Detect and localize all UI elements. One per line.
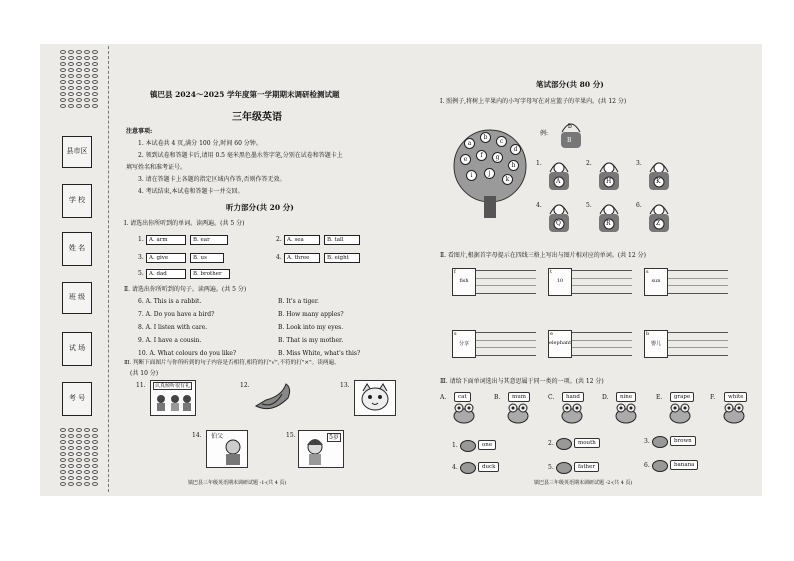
r-q2-title: Ⅱ. 看图片,根据首字母提示在四线三格上写出与图片相对应的单词。(共 12 分): [440, 252, 646, 259]
binding-hole: [92, 104, 98, 108]
pic15-caption: 5岁: [329, 434, 339, 441]
frog-icon: [614, 402, 638, 424]
binding-hole: [68, 80, 74, 84]
tree-apple: a: [464, 138, 475, 149]
exam-room-label: 试 场: [68, 344, 86, 353]
answer-bubble-icon[interactable]: [652, 436, 668, 448]
binding-hole: [68, 452, 74, 456]
q5-option-a[interactable]: A. dad: [146, 269, 186, 279]
binding-hole: [84, 86, 90, 90]
binding-holes-top: [60, 50, 98, 108]
answer-basket[interactable]: [548, 200, 570, 234]
binding-hole: [60, 446, 66, 450]
q3-score: (共 10 分): [130, 370, 159, 377]
pic15-num: 15.: [286, 432, 296, 439]
frog-icon: [668, 402, 692, 424]
q7-b[interactable]: B. How many apples?: [278, 311, 344, 318]
listening-picture-cat: [354, 380, 396, 416]
item-num: 1.: [452, 442, 458, 449]
cut-line: [108, 46, 109, 492]
notice-title: 注意事项:: [126, 128, 153, 135]
item-num: 2.: [548, 440, 554, 447]
frog-word[interactable]: cat: [454, 392, 471, 402]
binding-hole: [68, 86, 74, 90]
q1-option-a[interactable]: A. arm: [146, 235, 186, 245]
class-label: 班 级: [68, 293, 86, 302]
example-label: 例:: [540, 130, 549, 137]
frog-icon: [452, 402, 476, 424]
basket-letter: A: [556, 178, 561, 185]
binding-hole: [68, 104, 74, 108]
binding-hole: [76, 92, 82, 96]
binding-hole: [84, 458, 90, 462]
notice-2: 2. 领到试卷和答题卡后,请用 0.5 毫米黑色墨水签字笔,分别在试卷和答题卡上: [138, 152, 343, 159]
binding-hole: [68, 470, 74, 474]
four-line-grid[interactable]: [476, 270, 536, 294]
binding-hole: [76, 476, 82, 480]
frog-option-letter: A.: [440, 394, 447, 401]
item-num: 3.: [644, 438, 650, 445]
item-num: 5.: [548, 464, 554, 471]
example-upper: B: [567, 137, 572, 144]
right-footer: 镇巴县三年级英语期末调研试题 -2-(共 4 页): [534, 480, 633, 486]
four-line-grid[interactable]: [668, 270, 728, 294]
binding-hole: [60, 80, 66, 84]
binding-hole: [76, 440, 82, 444]
binding-holes-bottom: [60, 428, 98, 486]
q10-a[interactable]: 10. A. What colours do you like?: [138, 350, 237, 357]
binding-hole: [92, 446, 98, 450]
binding-hole: [92, 50, 98, 54]
binding-sidebar: [52, 46, 120, 492]
binding-hole: [76, 446, 82, 450]
frog-option-letter: B.: [494, 394, 501, 401]
binding-hole: [76, 458, 82, 462]
binding-hole: [68, 464, 74, 468]
binding-hole: [76, 452, 82, 456]
q7-a[interactable]: 7. A. Do you have a bird?: [138, 311, 215, 318]
q5-num: 5.: [138, 270, 144, 277]
q1-option-b[interactable]: B. ear: [190, 235, 228, 245]
q2-title: Ⅱ. 请选出你所听到的句子。读两遍。(共 5 分): [124, 286, 247, 293]
tree-apple: d: [510, 144, 521, 155]
binding-hole: [84, 464, 90, 468]
r-q1-title: Ⅰ. 照例子,将树上苹果内的小写字母写在对应篮子的苹果内。(共 12 分): [440, 98, 627, 105]
q5-option-b[interactable]: B. brother: [190, 269, 230, 279]
subject-title: 三年级英语: [232, 112, 282, 123]
pic11-caption: 认真倾听很有礼: [155, 383, 191, 389]
basket-num: 3.: [636, 160, 642, 167]
q4-num: 4.: [276, 254, 282, 261]
category-word: duck: [478, 462, 499, 472]
writing-section-title: 笔试部分(共 80 分): [536, 80, 604, 89]
answer-basket[interactable]: [648, 200, 670, 234]
binding-hole: [60, 464, 66, 468]
binding-hole: [68, 74, 74, 78]
left-footer: 镇巴县三年级英语期末调研试题 -1-(共 4 页): [188, 480, 287, 486]
q3-option-a[interactable]: A. give: [146, 253, 186, 263]
tree-apple: b: [480, 132, 491, 143]
binding-hole: [68, 458, 74, 462]
item-num: 4.: [452, 464, 458, 471]
binding-hole: [68, 50, 74, 54]
q8-a[interactable]: 8. A. I listen with care.: [138, 324, 208, 331]
frog-option-letter: D.: [602, 394, 609, 401]
binding-hole: [84, 56, 90, 60]
listening-picture-classroom: [150, 380, 196, 416]
binding-hole: [60, 440, 66, 444]
category-word: banana: [670, 460, 698, 470]
basket-icon: [548, 200, 570, 234]
tree-apple: c: [496, 136, 507, 147]
q6-b[interactable]: B. It's a tiger.: [278, 298, 319, 305]
binding-hole: [68, 482, 74, 486]
q2-option-b[interactable]: B. tall: [324, 235, 360, 245]
answer-basket[interactable]: [598, 200, 620, 234]
binding-hole: [92, 80, 98, 84]
binding-hole: [68, 434, 74, 438]
binding-hole: [60, 104, 66, 108]
binding-hole: [84, 440, 90, 444]
binding-hole: [60, 458, 66, 462]
basket-icon: [598, 158, 620, 192]
r-q3-title: Ⅲ. 请给下面单词选出与其意思属于同一类的一项。(共 12 分): [440, 378, 604, 385]
binding-hole: [68, 98, 74, 102]
q4-option-b[interactable]: B. eight: [324, 253, 360, 263]
binding-hole: [92, 452, 98, 456]
binding-hole: [84, 50, 90, 54]
q10-b[interactable]: B. Miss White, what's this?: [278, 350, 361, 357]
notice-1: 1. 本试卷共 4 页,满分 100 分,时间 60 分钟。: [138, 140, 262, 147]
binding-hole: [60, 470, 66, 474]
q2-num: 2.: [276, 236, 282, 243]
listening-picture-girl: [298, 430, 344, 468]
binding-hole: [60, 98, 66, 102]
picture-caption: fish: [459, 278, 469, 284]
binding-hole: [92, 464, 98, 468]
answer-basket[interactable]: [648, 158, 670, 192]
four-line-grid[interactable]: [668, 332, 728, 356]
tree-apple: g: [492, 152, 503, 163]
basket-num: 6.: [636, 202, 642, 209]
name-field[interactable]: [62, 232, 92, 266]
example-lower: b: [568, 123, 572, 130]
q4-option-a[interactable]: A. three: [284, 253, 320, 263]
binding-hole: [84, 80, 90, 84]
binding-hole: [92, 428, 98, 432]
binding-hole: [68, 440, 74, 444]
binding-hole: [92, 62, 98, 66]
q3-num: 3.: [138, 254, 144, 261]
binding-hole: [68, 476, 74, 480]
binding-hole: [68, 62, 74, 66]
binding-hole: [68, 68, 74, 72]
frog-option-letter: F.: [710, 394, 716, 401]
notice-2b: 填写姓名和准考证号。: [126, 164, 187, 171]
basket-letter: Z: [656, 220, 661, 227]
notice-4: 4. 考试结束,本试卷和答题卡一并交回。: [138, 188, 244, 195]
binding-hole: [92, 476, 98, 480]
binding-hole: [76, 50, 82, 54]
banana-icon: [252, 380, 296, 416]
classroom-icon: [151, 391, 195, 415]
answer-bubble-icon[interactable]: [556, 438, 572, 450]
basket-icon: [548, 158, 570, 192]
binding-hole: [76, 482, 82, 486]
binding-hole: [76, 98, 82, 102]
basket-num: 5.: [586, 202, 592, 209]
binding-hole: [92, 74, 98, 78]
picture-caption: elephant: [549, 340, 572, 346]
basket-num: 1.: [536, 160, 542, 167]
binding-hole: [92, 434, 98, 438]
binding-hole: [84, 452, 90, 456]
first-letter-hint: t: [550, 269, 553, 275]
name-label: 姓 名: [68, 244, 86, 253]
binding-hole: [60, 428, 66, 432]
q9-b[interactable]: B. That is my mother.: [278, 337, 344, 344]
binding-hole: [76, 464, 82, 468]
frog-icon: [560, 402, 584, 424]
four-line-grid[interactable]: [476, 332, 536, 356]
first-letter-hint: e: [550, 331, 553, 337]
basket-letter: H: [606, 178, 612, 185]
pic12-num: 12.: [240, 382, 250, 389]
four-line-grid[interactable]: [572, 332, 632, 356]
binding-hole: [60, 86, 66, 90]
binding-hole: [92, 68, 98, 72]
tree-apple: e: [460, 154, 471, 165]
exam-room-field[interactable]: [62, 332, 92, 366]
frog-word[interactable]: white: [724, 392, 747, 402]
q1-title: Ⅰ. 请选出你所听到的单词。读两遍。(共 5 分): [124, 220, 245, 227]
answer-bubble-icon[interactable]: [652, 460, 668, 472]
picture-caption: 10: [556, 278, 564, 284]
basket-icon: [598, 200, 620, 234]
binding-hole: [60, 434, 66, 438]
binding-hole: [68, 92, 74, 96]
example-basket: [560, 120, 582, 142]
basket-letter: Q: [556, 220, 561, 227]
first-letter-hint: f: [454, 269, 456, 275]
exam-title: 镇巴县 2024～2025 学年度第一学期期末调研检测试题: [150, 90, 340, 99]
pic13-num: 13.: [340, 382, 350, 389]
cat-face-icon: [355, 381, 395, 415]
pic14-caption: 伯父: [211, 433, 224, 440]
item-num: 6.: [644, 462, 650, 469]
q3-option-b[interactable]: B. us: [190, 253, 224, 263]
county-field[interactable]: [62, 136, 92, 168]
binding-hole: [84, 482, 90, 486]
binding-hole: [92, 470, 98, 474]
basket-icon: [648, 158, 670, 192]
first-letter-hint: s: [454, 331, 457, 337]
binding-hole: [60, 482, 66, 486]
frog-option-letter: E.: [656, 394, 663, 401]
binding-hole: [84, 74, 90, 78]
q6-a[interactable]: 6. A. This is a rabbit.: [138, 298, 202, 305]
binding-hole: [60, 452, 66, 456]
exam-number-label: 考 号: [68, 394, 86, 403]
q3-title: Ⅲ. 判断下面图片与你所听到的句子内容是否相符,相符的打"√",不符的打"×"。读两遍。: [124, 360, 340, 366]
category-word: father: [574, 462, 599, 472]
binding-hole: [84, 98, 90, 102]
tree-apple: f: [476, 150, 487, 161]
binding-hole: [60, 92, 66, 96]
frog-icon: [722, 402, 746, 424]
q2-option-a[interactable]: A. sea: [284, 235, 320, 245]
q9-a[interactable]: 9. A. I have a cousin.: [138, 337, 202, 344]
tree-apple: k: [502, 174, 513, 185]
category-word: mouth: [574, 438, 600, 448]
binding-hole: [84, 92, 90, 96]
class-field[interactable]: [62, 282, 92, 314]
binding-hole: [92, 458, 98, 462]
frog-option-letter: C.: [548, 394, 555, 401]
binding-hole: [60, 68, 66, 72]
first-letter-hint: s: [646, 269, 649, 275]
binding-hole: [92, 92, 98, 96]
binding-hole: [84, 470, 90, 474]
frog-word[interactable]: nine: [616, 392, 636, 402]
binding-hole: [84, 428, 90, 432]
picture-caption: sun: [651, 278, 661, 284]
binding-hole: [92, 482, 98, 486]
binding-hole: [76, 62, 82, 66]
county-label: 县市区: [66, 147, 88, 156]
binding-hole: [84, 476, 90, 480]
first-letter-hint: b: [646, 331, 650, 337]
binding-hole: [76, 80, 82, 84]
binding-hole: [68, 428, 74, 432]
binding-hole: [68, 56, 74, 60]
listening-picture-uncle: [206, 430, 248, 468]
basket-letter: R: [606, 220, 611, 227]
binding-hole: [92, 440, 98, 444]
binding-hole: [60, 74, 66, 78]
basket-icon: [648, 200, 670, 234]
category-word: one: [478, 440, 496, 450]
binding-hole: [92, 56, 98, 60]
tree-apples: [456, 130, 526, 200]
binding-hole: [60, 62, 66, 66]
frog-word[interactable]: mum: [508, 392, 530, 402]
binding-hole: [84, 68, 90, 72]
frog-word[interactable]: grape: [670, 392, 694, 402]
binding-hole: [76, 428, 82, 432]
school-field[interactable]: [62, 184, 92, 218]
school-label: 学 校: [68, 196, 86, 205]
binding-hole: [92, 98, 98, 102]
answer-basket[interactable]: [598, 158, 620, 192]
binding-hole: [76, 68, 82, 72]
picture-caption: 分享: [458, 341, 469, 347]
q1-num: 1.: [138, 236, 144, 243]
binding-hole: [76, 74, 82, 78]
answer-basket[interactable]: [548, 158, 570, 192]
answer-bubble-icon[interactable]: [460, 440, 476, 452]
pic14-num: 14.: [192, 432, 202, 439]
category-word: brown: [670, 436, 696, 446]
notice-3: 3. 请在答题卡上各题的指定区域内作答,否则作答无效。: [138, 176, 286, 183]
binding-hole: [84, 62, 90, 66]
tree-apple: i: [466, 170, 477, 181]
tree-apple: j: [484, 168, 495, 179]
binding-hole: [84, 104, 90, 108]
binding-hole: [92, 86, 98, 90]
answer-bubble-icon[interactable]: [556, 462, 572, 474]
frog-word[interactable]: hand: [562, 392, 584, 402]
binding-hole: [60, 476, 66, 480]
tree-apple: h: [508, 160, 519, 171]
pic11-num: 11.: [136, 382, 146, 389]
basket-num: 4.: [536, 202, 542, 209]
binding-hole: [68, 446, 74, 450]
binding-hole: [84, 434, 90, 438]
binding-hole: [84, 446, 90, 450]
binding-hole: [76, 434, 82, 438]
binding-hole: [76, 470, 82, 474]
binding-hole: [76, 86, 82, 90]
binding-hole: [76, 104, 82, 108]
q8-b[interactable]: B. Look into my eyes.: [278, 324, 344, 331]
binding-hole: [60, 56, 66, 60]
picture-caption: 婴儿: [650, 341, 661, 347]
binding-hole: [76, 56, 82, 60]
frog-icon: [506, 402, 530, 424]
answer-bubble-icon[interactable]: [460, 462, 476, 474]
basket-num: 2.: [586, 160, 592, 167]
basket-letter: K: [656, 178, 661, 185]
exam-number-field[interactable]: [62, 382, 92, 416]
four-line-grid[interactable]: [572, 270, 632, 294]
binding-hole: [60, 50, 66, 54]
listening-title: 听力部分(共 20 分): [226, 203, 294, 212]
